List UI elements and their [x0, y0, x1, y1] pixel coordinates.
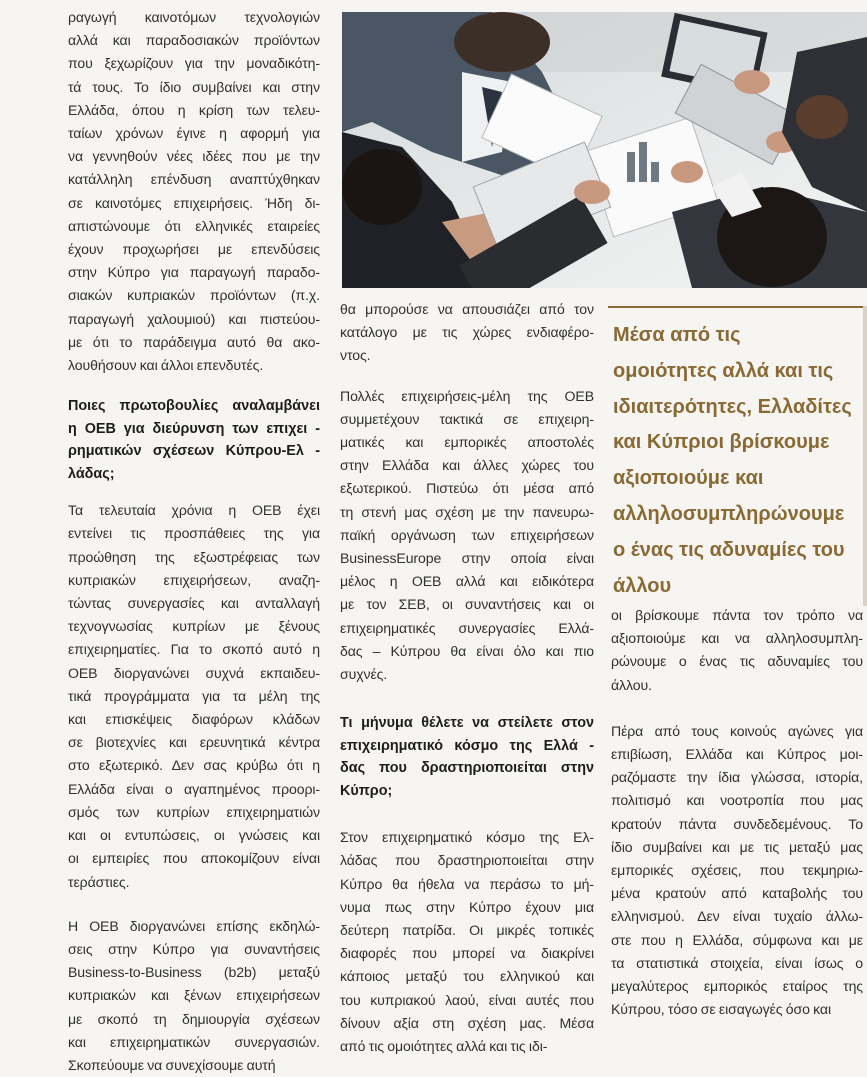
paragraph	[611, 720, 863, 1022]
text-line: οι βρίσκουμε πάντα τον τρόπο να	[611, 607, 863, 623]
text-line: δεύτερη πατρίδα. Οι μικρές τοπικές	[340, 922, 594, 939]
text-line: ο ένας τις αδυναμίες του	[613, 538, 845, 561]
text-line: κυπριακών επιχειρήσεων, αναζη-	[68, 571, 320, 588]
text-line: Τι μήνυμα θέλετε να στείλετε στον	[340, 715, 594, 732]
text-line: ιδιαιτερότητες, Ελλαδίτες	[613, 395, 852, 418]
text-line: τεράστιες.	[68, 873, 130, 890]
text-line: Η ΟΕΒ διοργανώνει επίσης εκδηλώ-	[68, 917, 320, 934]
text-line: να γεννηθούν νέες ιδέες που με την	[68, 148, 320, 165]
text-line: δίνουν αξία στη σχέση μας. Μέσα	[340, 1014, 594, 1031]
text-line: μεγαλύτερος εμπορικός εταίρος της	[611, 978, 863, 995]
text-line: σμός των κυπρίων επιχειρηματιών	[68, 803, 320, 820]
text-line: δας που δραστηριοποιείται στην	[340, 760, 594, 777]
interview-question	[340, 712, 594, 802]
text-line: Τα τελευταία χρόνια η ΟΕΒ έχει	[68, 502, 320, 519]
paragraph	[68, 915, 320, 1077]
text-line: και οι εντυπώσεις, οι γνώσεις και	[68, 827, 320, 844]
text-line: εμπορικές σχέσεις, που τεκμηριω-	[611, 862, 863, 879]
text-line: του κυπριακού λαού, είναι αυτές που	[340, 991, 594, 1008]
text-line: τα στατιστικά στοιχεία, είναι ίσως ο	[611, 954, 863, 971]
text-line: ελληνισμού. Δεν είναι τυχαίο άλλω-	[611, 908, 863, 925]
text-line: σιακών κυπριακών προϊόντων (π.χ.	[68, 287, 320, 304]
column-3	[611, 0, 863, 1021]
text-line: ΟΕΒ διοργανώνει συχνά εκπαιδευ-	[68, 664, 320, 681]
text-line: στην Ελλάδα και άλλες χώρες του	[340, 457, 594, 474]
text-line: επιχειρηματικές συνεργασίες Ελλά-	[340, 619, 594, 636]
text-line: οι εμπειρίες που αποκομίζουν είναι	[68, 850, 320, 867]
text-line: ρώνουμε ο ένας τις αδυναμίες του	[611, 653, 863, 670]
text-line: BusinessEurope στην οποία είναι	[340, 550, 594, 567]
text-line: Ποιες πρωτοβουλίες αναλαμβάνει	[68, 398, 320, 415]
text-line: κατάλληλη επένδυση αναπτύχθηκαν	[68, 171, 320, 188]
text-line: στο εξωτερικό. Δεν σας κρύβω ότι η	[68, 757, 320, 774]
text-line: Κύπρο θα ήθελα να περάσω το μή-	[340, 875, 594, 892]
text-line: στε που η Ελλάδα, σύμφωνα και με	[611, 931, 863, 948]
paragraph	[68, 499, 320, 893]
paragraph	[611, 604, 863, 697]
text-line: αξιοποιούμε και να αλληλοσυμπλη-	[611, 630, 863, 647]
text-line: δας – Κύπρου θα είναι όλο και πιο	[340, 642, 594, 659]
text-line: σε καινοτόμες επιχειρήσεις. Ήδη δι-	[68, 194, 320, 211]
text-line: ραγωγή καινοτόμων τεχνολογιών	[68, 9, 320, 25]
text-line: ντος.	[340, 347, 371, 364]
text-line: σεις στην Κύπρο για συναντήσεις	[68, 940, 320, 957]
text-line: Business-to-Business (b2b) μεταξύ	[68, 964, 320, 981]
text-line: με τον ΣΕΒ, οι συναντήσεις και οι	[340, 596, 594, 613]
text-line: απιστώνουμε ότι ελληνικές εταιρείες	[68, 217, 320, 234]
paragraph	[340, 826, 594, 1058]
text-line: μέλος η ΟΕΒ αλλά και ειδικότερα	[340, 573, 594, 590]
paragraph	[340, 298, 594, 368]
text-line: τη στενή μας σχέση με την πανευρω-	[340, 503, 594, 520]
interview-question	[68, 395, 320, 485]
text-line: Μέσα από τις	[613, 324, 741, 346]
text-line: τεχνογνωσίας κυπρίων με ξένους	[68, 618, 320, 635]
text-line: που ξεχωρίζουν για την μοναδικότη-	[68, 55, 320, 72]
text-line: Κύπρου, τόσο σε εισαγωγές όσο και	[611, 1001, 831, 1018]
text-line: κρατούν πάντα συνδεδεμένους. Το	[611, 815, 863, 832]
text-line: στην Κύπρο για παραγωγή παραδο-	[68, 264, 320, 281]
text-line: αλληλοσυμπληρώνουμε	[613, 502, 845, 525]
column-2	[340, 0, 594, 1058]
text-line: συχνές.	[340, 666, 388, 683]
text-line: Πέρα από τους κοινούς αγώνες για	[611, 722, 863, 739]
text-line: ματικές και εμπορικές αποστολές	[340, 434, 594, 451]
text-line: Κύπρο;	[340, 782, 393, 799]
text-line: παϊκή οργάνωση των επιχειρήσεων	[340, 526, 594, 543]
text-line: συμμετέχουν τακτικά σε επιχειρη-	[340, 410, 594, 427]
text-line: μένα κρατούν από καταβολής του	[611, 885, 863, 902]
text-line: ρηματικών σχέσεων Κύπρου-Ελ -	[68, 443, 320, 460]
text-line: επιχειρηματικό κόσμο της Ελλά -	[340, 737, 594, 754]
text-line: τώντας συνεργασίες και ανταλλαγή	[68, 595, 320, 612]
text-line: επιβίωση, Ελλάδα και Κύπρος μοι-	[611, 746, 863, 763]
paragraph	[68, 6, 320, 377]
text-line: επιχειρηματίες. Για το σκοπό αυτό η	[68, 641, 320, 658]
text-line: εξωτερικού. Πιστεύω ότι μέσα από	[340, 480, 594, 497]
text-line: ραζόμαστε την ίδια γλώσσα, ιστορία,	[611, 769, 863, 786]
text-line: αλλά και παραδοσιακών προϊόντων	[68, 32, 320, 49]
text-line: Ελλάδα είναι ο αγαπημένος προορι-	[68, 780, 320, 797]
text-line: άλλου.	[611, 676, 652, 693]
text-line: Ελλάδα, όπου η κρίση των τελευ-	[68, 101, 320, 118]
text-line: σε βιοτεχνίες και ερευνητικά κέντρα	[68, 734, 320, 751]
text-line: κυπριακών και ξένων επιχειρήσεων	[68, 987, 320, 1004]
text-line: παραγωγή χαλουμιού) και πιστεύου-	[68, 310, 320, 327]
text-line: από τις ομοιότητες αλλά και τις ιδι-	[340, 1038, 548, 1055]
text-line: ίδιο συμβαίνει και με τις μεταξύ μας	[611, 838, 863, 855]
text-line: άλλου	[613, 574, 672, 597]
text-line: και επισκέψεις διαφόρων κλάδων	[68, 711, 320, 728]
text-line: κατάλογο με τις χώρες ενδιαφέρο-	[340, 324, 594, 341]
text-line: ομοιότητες αλλά και τις	[613, 359, 834, 382]
text-line: προώθηση της εξωστρέφειας των	[68, 548, 320, 565]
text-line: και επιχειρηματικών συνεργασιών.	[68, 1033, 320, 1050]
column-1	[68, 0, 320, 1077]
text-line: λάδας που δραστηριοποιείται στην	[340, 852, 594, 869]
text-line: με σκοπό τη δημιουργία σχέσεων	[68, 1010, 320, 1027]
paragraph	[340, 385, 594, 687]
text-line: λάδας;	[68, 465, 115, 482]
text-line: κάποιος μεταξύ του ελληνικού και	[340, 968, 594, 985]
text-line: διαφορές που μπορεί να διακρίνει	[340, 945, 594, 962]
text-line: έχουν προχωρήσει με επενδύσεις	[68, 241, 320, 258]
text-line: Στον επιχειρηματικό κόσμο της Ελ-	[340, 829, 594, 846]
text-line: Σκοπεύουμε να συνεχίσουμε αυτή	[68, 1056, 276, 1073]
text-line: Πολλές επιχειρήσεις-μέλη της ΟΕΒ	[340, 387, 594, 404]
text-line: η ΟΕΒ για διεύρυνση των επιχει -	[68, 420, 320, 437]
text-line: ταίων χρόνων έγινε η αφορμή για	[68, 125, 320, 142]
text-line: εντείνει τις προσπάθειες της για	[68, 525, 320, 542]
text-line: λουθήσουν και άλλοι επενδυτές.	[68, 357, 264, 374]
text-line: αξιοποιούμε και	[613, 467, 764, 490]
page-edge-shadow	[863, 306, 867, 606]
text-line: τά τους. Το ίδιο συμβαίνει και στην	[68, 78, 320, 95]
text-line: νυμα πως στην Κύπρο έχουν μια	[340, 898, 594, 915]
text-line: πολιτισμό και νοοτροπία που μας	[611, 792, 863, 809]
text-line: τικά προγράμματα για τα μέλη της	[68, 687, 320, 704]
text-line: με ότι το παράδειγμα αυτό θα ακο-	[68, 333, 320, 350]
text-line: θα μπορούσε να απουσιάζει από τον	[340, 301, 594, 317]
text-line: και Κύπριοι βρίσκουμε	[613, 431, 830, 454]
